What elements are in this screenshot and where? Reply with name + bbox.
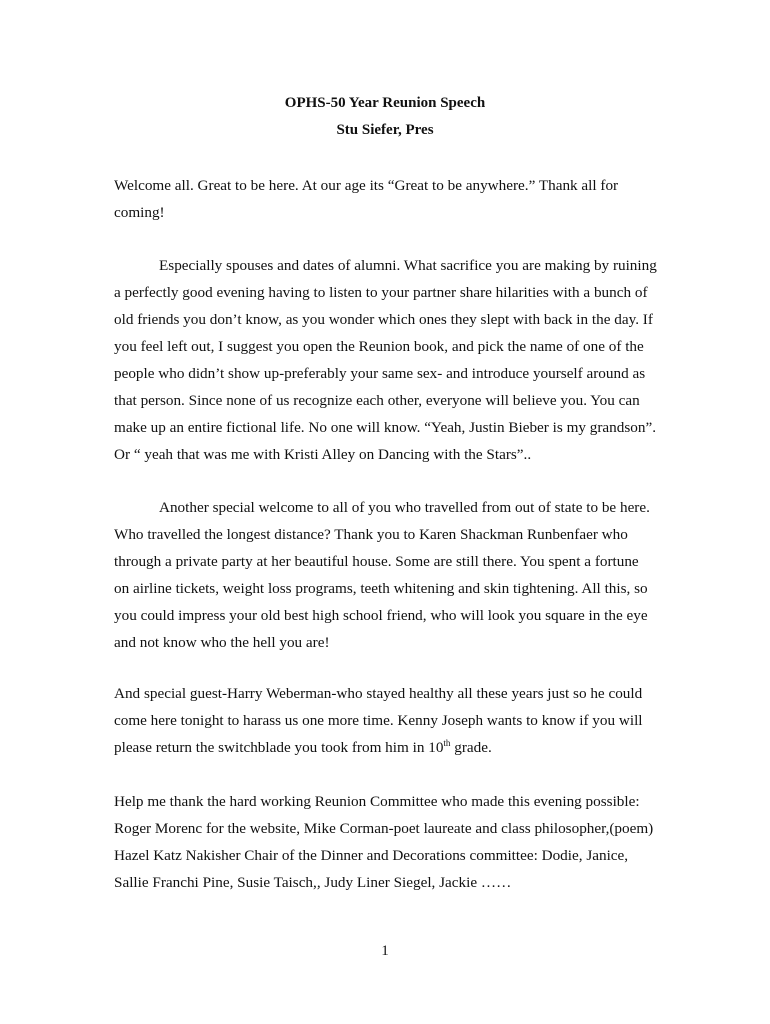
paragraph-5-line-4: Sallie Franchi Pine, Susie Taisch,, Judy Liner Siegel, Jackie …… — [114, 874, 512, 891]
ordinal-suffix: th — [443, 737, 451, 748]
paragraph-2-line-1: Especially spouses and dates of alumni. What sacrifice you are making by ruining — [159, 257, 657, 274]
paragraph-2-line-4: you feel left out, I suggest you open the Reunion book, and pick the name of one of the — [114, 338, 644, 355]
paragraph-4-line-3-end: grade. — [450, 739, 492, 756]
paragraph-3-line-6: and not know who the hell you are! — [114, 634, 330, 651]
paragraph-2-line-5: people who didn’t show up-preferably your same sex- and introduce yourself around as — [114, 365, 646, 382]
paragraph-4-line-3-text: please return the switchblade you took from him in 10 — [114, 739, 444, 756]
paragraph-2-line-6: that person. Since none of us recognize each other, everyone will believe you. You can — [114, 392, 640, 409]
paragraph-1-line-1: Welcome all. Great to be here. At our age its “Great to be anywhere.” Thank all for — [114, 177, 619, 194]
paragraph-4-line-1: And special guest-Harry Weberman-who stayed healthy all these years just so he could — [114, 685, 643, 702]
paragraph-5-line-2: Roger Morenc for the website, Mike Corman-poet laureate and class philosopher,(poem) — [114, 820, 654, 837]
paragraph-2-line-3: old friends you don’t know, as you wonder which ones they slept with back in the day. If — [114, 311, 653, 328]
document-title: OPHS-50 Year Reunion Speech — [284, 95, 486, 111]
paragraph-1-line-2: coming! — [114, 204, 165, 221]
paragraph-4-line-2: come here tonight to harass us one more time. Kenny Joseph wants to know if you will — [114, 712, 643, 729]
paragraph-2-line-2: a perfectly good evening having to listen to your partner share hilarities with a bunch of — [114, 284, 648, 301]
paragraph-3-line-4: on airline tickets, weight loss programs, teeth whitening and skin tightening. All this, so — [114, 580, 648, 597]
paragraph-3-line-2: Who travelled the longest distance? Thank you to Karen Shackman Runbenfaer who — [114, 526, 628, 543]
paragraph-2-line-7: make up an entire fictional life. No one will know. “Yeah, Justin Bieber is my grandson”. — [114, 419, 656, 436]
paragraph-3-line-3: through a private party at her beautiful house. Some are still there. You spent a fortune — [114, 553, 639, 570]
paragraph-2-line-8: Or “ yeah that was me with Kristi Alley on Dancing with the Stars”.. — [114, 446, 532, 463]
paragraph-3-line-1: Another special welcome to all of you who travelled from out of state to be here. — [159, 499, 650, 516]
paragraph-5-line-3: Hazel Katz Nakisher Chair of the Dinner and Decorations committee: Dodie, Janice, — [114, 847, 629, 864]
page-number: 1 — [381, 943, 389, 959]
paragraph-4-line-3 — [114, 738, 492, 758]
paragraph-3-line-5: you could impress your old best high school friend, who will look you square in the eye — [114, 607, 648, 624]
paragraph-5-line-1: Help me thank the hard working Reunion Committee who made this evening possible: — [114, 793, 640, 810]
document-author: Stu Siefer, Pres — [336, 122, 434, 138]
